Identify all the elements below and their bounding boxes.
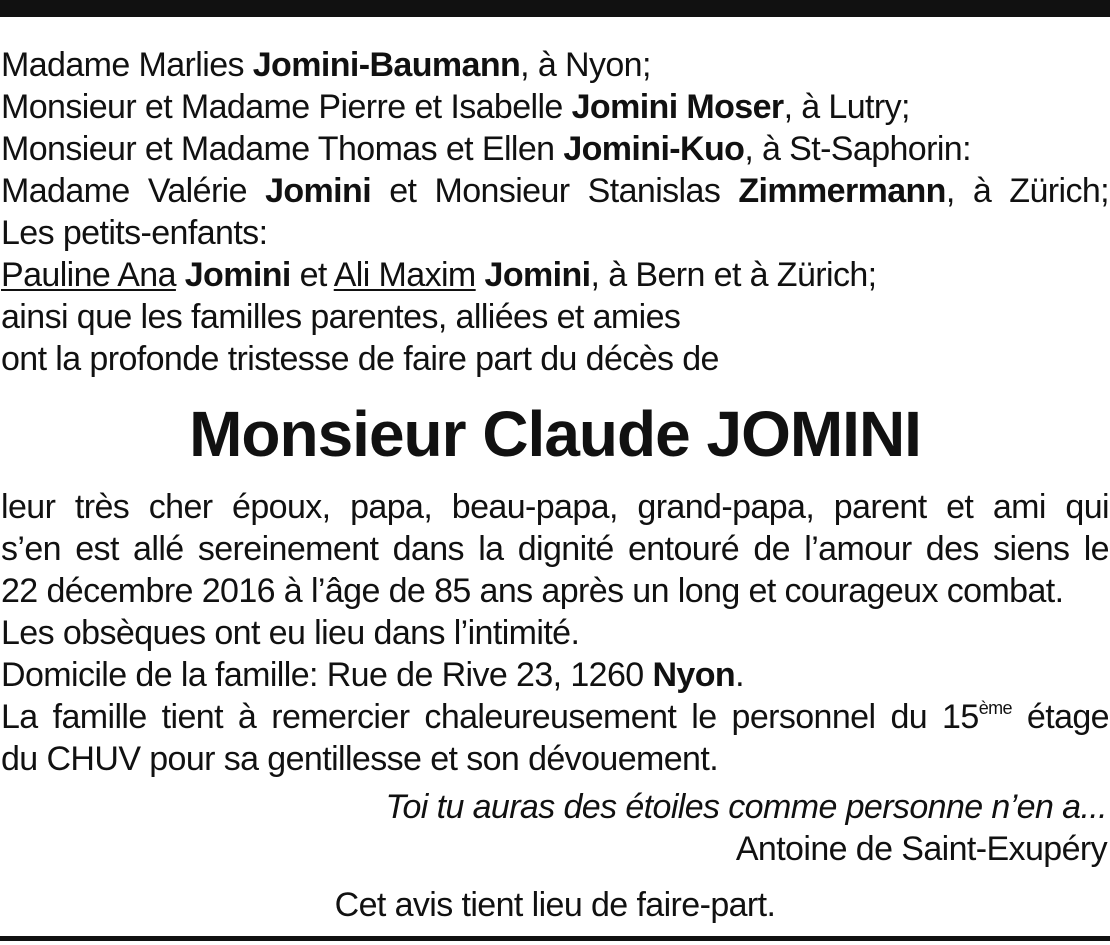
funeral-line: Les obsèques ont eu lieu dans l’intimité. — [1, 614, 580, 652]
quote-author: Antoine de Saint-Exupéry — [735, 830, 1107, 868]
bottom-border-rule — [0, 936, 1110, 941]
thanks-line-1: La famille tient à remercier chaleureusement le personnel du 15ème étage — [1, 698, 1109, 736]
ordinal-suffix: ème — [978, 698, 1012, 718]
family-surname: Jomini-Baumann — [252, 46, 521, 84]
grandchildren-heading: Les petits-enfants: — [1, 214, 268, 252]
relatives-line: ainsi que les familles parentes, alliées et amies — [1, 298, 681, 336]
family-surname: Jomini Moser — [571, 88, 784, 126]
grandchild-first-names: Ali Maxim — [333, 256, 476, 294]
tribute-line-2: s’en est allé sereinement dans la dignité entouré de l’amour des siens le — [1, 530, 1109, 568]
grandchild-surname: Jomini — [184, 256, 291, 294]
tribute-line-1: leur très cher époux, papa, beau-papa, grand-papa, parent et ami qui — [1, 488, 1109, 526]
family-line-1: Madame Marlies Jomini-Baumann, à Nyon; — [1, 46, 651, 84]
tribute-text — [1, 486, 1109, 780]
grandchild-surname: Jomini — [484, 256, 591, 294]
grandchildren-line: Pauline Ana Jomini et Ali Maxim Jomini, à Bern et à Zürich; — [1, 256, 877, 294]
quote-text: Toi tu auras des étoiles comme personne n’en a... — [385, 788, 1107, 826]
tribute-line-3: 22 décembre 2016 à l’âge de 85 ans après un long et courageux combat. — [1, 572, 1064, 610]
family-line-4: Madame Valérie Jomini et Monsieur Stanislas Zimmermann, à Zürich; — [1, 172, 1109, 210]
quote-block — [385, 786, 1107, 870]
domicile-line: Domicile de la famille: Rue de Rive 23, 1260 Nyon. — [1, 656, 744, 694]
family-surname: Zimmermann — [738, 172, 946, 210]
domicile-city: Nyon — [652, 656, 736, 694]
deceased-name-heading: Monsieur Claude JOMINI — [189, 398, 921, 470]
closing-note: Cet avis tient lieu de faire-part. — [334, 886, 776, 924]
family-line-2: Monsieur et Madame Pierre et Isabelle Jomini Moser, à Lutry; — [1, 88, 910, 126]
family-list — [1, 44, 1109, 380]
top-border-rule — [0, 0, 1110, 17]
announcement-line: ont la profonde tristesse de faire part du décès de — [1, 340, 719, 378]
grandchild-first-names: Pauline Ana — [1, 256, 176, 294]
family-surname: Jomini-Kuo — [563, 130, 745, 168]
family-surname: Jomini — [265, 172, 372, 210]
family-line-3: Monsieur et Madame Thomas et Ellen Jomini-Kuo, à St-Saphorin: — [1, 130, 971, 168]
thanks-line-2: du CHUV pour sa gentillesse et son dévouement. — [1, 740, 719, 778]
